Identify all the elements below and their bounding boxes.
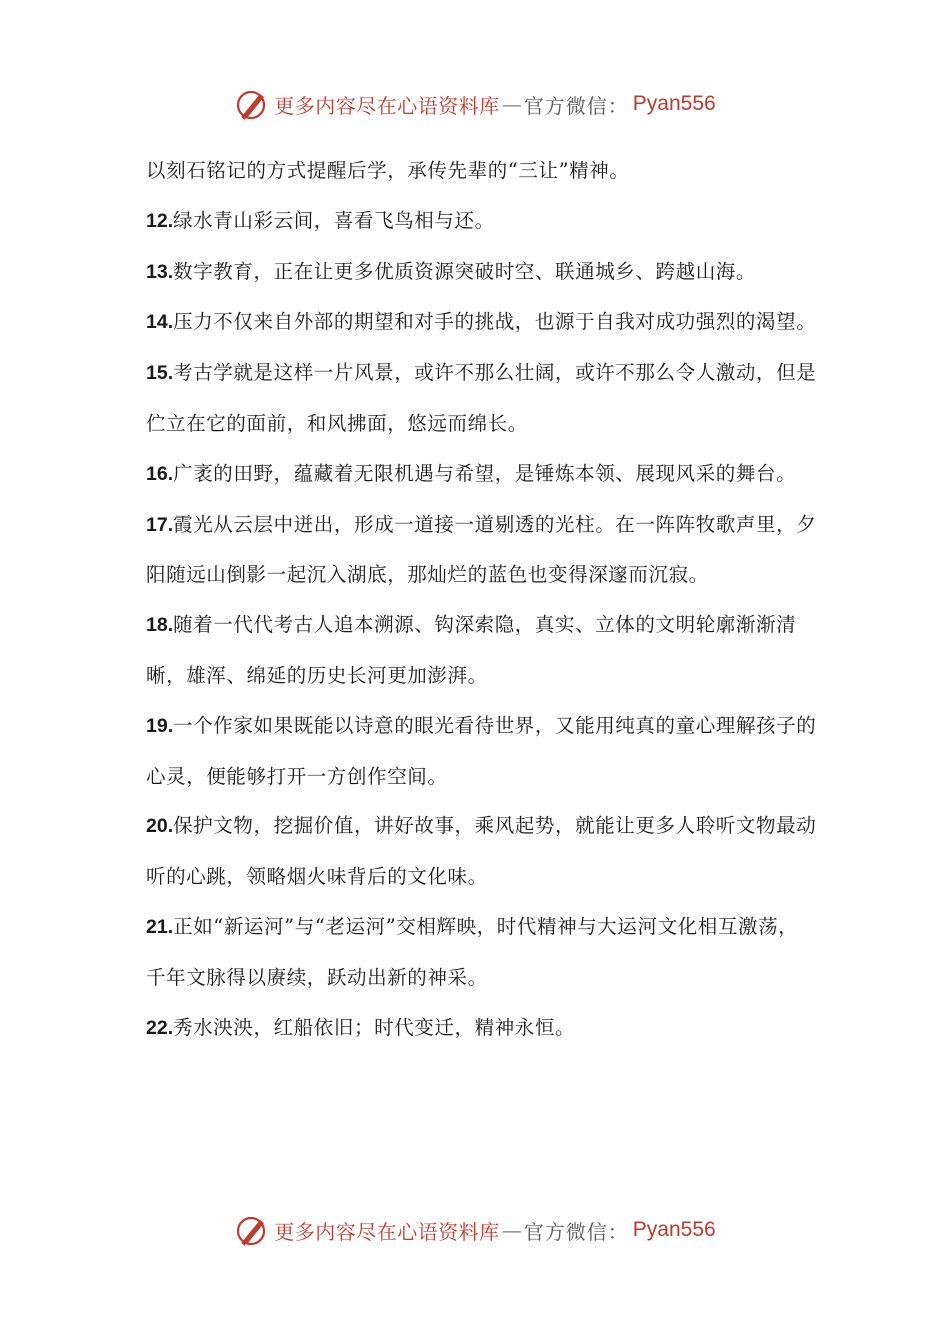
header-wechat-id: Pyan556 — [632, 92, 716, 115]
intro-paragraph: 以刻石铭记的方式提醒后学，承传先辈的“三让”精神。 — [146, 159, 630, 182]
header-banner — [0, 84, 950, 124]
item-number: 12. — [146, 209, 174, 232]
list-item-14 — [146, 297, 818, 348]
item-text: 霞光从云层中迸出，形成一道接一道剔透的光柱。在一阵阵牧歌声里，夕阳随远山倒影一起沉入湖底，那灿烂的蓝色也变得深邃而沉寂。 — [146, 512, 817, 587]
footer-dash: — — [501, 1218, 522, 1242]
item-text: 一个作家如果既能以诗意的眼光看待世界，又能用纯真的童心理解孩子的心灵，便能够打开一方创作空间。 — [146, 713, 817, 788]
footer-banner — [0, 1210, 950, 1250]
item-text: 考古学就是这样一片风景，或许不那么壮阔，或许不那么令人激动，但是伫立在它的面前，和风拂面，悠远而绵长。 — [146, 361, 817, 435]
header-wechat-label: 官方微信： — [523, 93, 629, 118]
item-text: 秀水泱泱，红船依旧；时代变迁，精神永恒。 — [173, 1015, 576, 1039]
item-number: 15. — [146, 362, 174, 385]
item-number: 22. — [146, 1016, 174, 1039]
list-item-18 — [146, 600, 818, 701]
item-number: 18. — [146, 614, 174, 637]
item-number: 13. — [146, 260, 174, 283]
list-item-21 — [146, 902, 818, 1003]
item-text: 正如“新运河”与“老运河”交相辉映，时代精神与大运河文化相互激荡，千年文脉得以赓续，跃动出新的神采。 — [146, 914, 799, 989]
item-text: 数字教育，正在让更多优质资源突破时空、联通城乡、跨越山海。 — [173, 259, 757, 283]
item-text: 随着一代代考古人追本溯源、钩深索隐，真实、立体的文明轮廓渐渐清晰，雄浑、绵延的历史长河更加澎湃。 — [146, 613, 797, 687]
list-item-12 — [146, 196, 818, 247]
list-item-13 — [146, 247, 818, 298]
pen-logo-icon — [234, 1212, 270, 1248]
footer-wechat-id: Pyan556 — [632, 1218, 716, 1241]
pen-logo-icon — [234, 86, 270, 122]
document-body — [146, 146, 818, 1053]
item-number: 17. — [146, 513, 174, 536]
item-text: 广袤的田野，蕴藏着无限机遇与希望，是锤炼本领、展现风采的舞台。 — [173, 461, 797, 485]
header-dash: — — [501, 92, 522, 116]
item-text: 保护文物，挖掘价值，讲好故事，乘风起势，就能让更多人聆听文物最动听的心跳，领略烟火味背后的文化味。 — [146, 814, 817, 889]
item-text: 压力不仅来自外部的期望和对手的挑战，也源于自我对成功强烈的渴望。 — [173, 310, 817, 334]
list-item-20 — [146, 801, 818, 902]
item-number: 16. — [146, 462, 174, 485]
list-item-16 — [146, 449, 818, 500]
item-text: 绿水青山彩云间，喜看飞鸟相与还。 — [173, 208, 495, 232]
item-number: 14. — [146, 311, 174, 334]
footer-site-text: 更多内容尽在心语资料库 — [274, 1219, 500, 1244]
item-number: 21. — [146, 915, 174, 938]
item-number: 19. — [146, 714, 174, 737]
header-site-text: 更多内容尽在心语资料库 — [274, 93, 500, 118]
footer-wechat-label: 官方微信： — [523, 1219, 629, 1244]
item-number: 20. — [146, 815, 174, 838]
list-item-22 — [146, 1003, 818, 1054]
list-item-15 — [146, 348, 818, 449]
list-item-17 — [146, 500, 818, 601]
list-item-19 — [146, 701, 818, 802]
